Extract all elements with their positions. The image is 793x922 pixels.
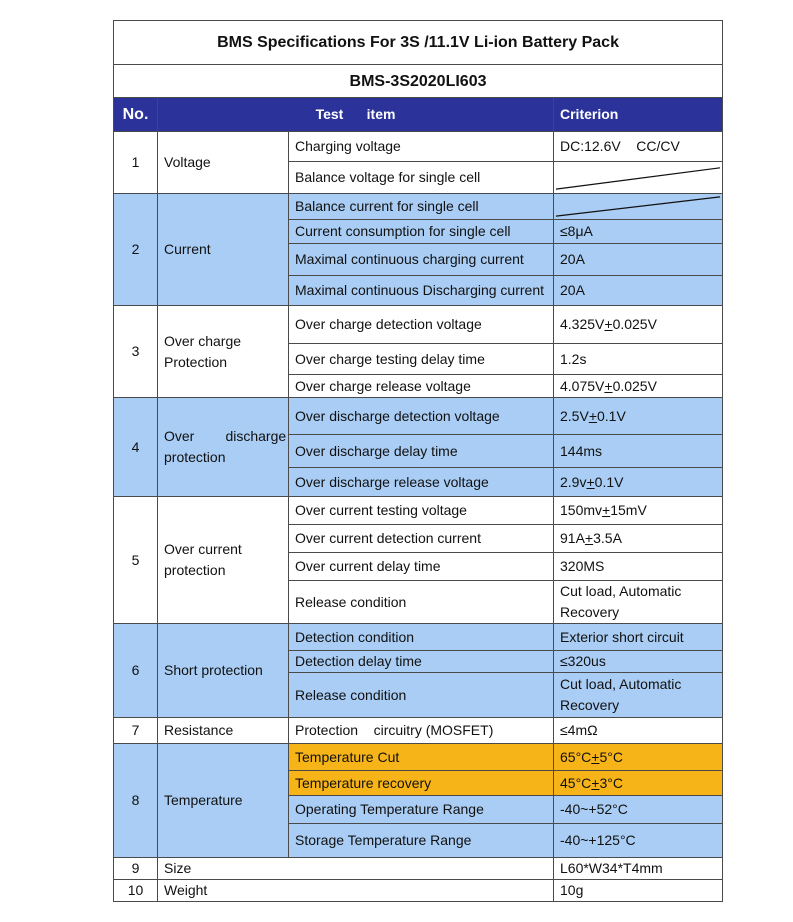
criterion-value: DC:12.6V CC/CV — [554, 132, 723, 162]
criterion-value: 20A — [554, 244, 723, 276]
criterion-value: 10g — [554, 880, 723, 902]
table-row — [114, 744, 723, 771]
row-category: Current — [158, 194, 289, 306]
header-no: No. — [114, 98, 158, 132]
row-category: Weight — [158, 880, 554, 902]
criterion-not-applicable — [554, 162, 723, 194]
criterion-value: 144ms — [554, 435, 723, 468]
table-row — [114, 624, 723, 651]
criterion-value: ≤4mΩ — [554, 718, 723, 744]
test-item: Detection condition — [289, 624, 554, 651]
row-category: Over discharge protection — [158, 398, 289, 497]
row-number: 10 — [114, 880, 158, 902]
row-number: 1 — [114, 132, 158, 194]
table-row — [114, 306, 723, 344]
table-row — [114, 497, 723, 525]
test-item: Current consumption for single cell — [289, 220, 554, 244]
test-item: Charging voltage — [289, 132, 554, 162]
table-row — [114, 132, 723, 162]
test-item: Over charge testing delay time — [289, 344, 554, 375]
test-item: Maximal continuous charging current — [289, 244, 554, 276]
test-item: Over current testing voltage — [289, 497, 554, 525]
row-category: Short protection — [158, 624, 289, 718]
criterion-value: ≤8μA — [554, 220, 723, 244]
row-number: 5 — [114, 497, 158, 624]
criterion-value: 2.5V+0.1V — [554, 398, 723, 435]
criterion-value: 150mv+15mV — [554, 497, 723, 525]
test-item: Over charge detection voltage — [289, 306, 554, 344]
test-item: Over discharge detection voltage — [289, 398, 554, 435]
table-row — [114, 858, 723, 880]
test-item: Balance voltage for single cell — [289, 162, 554, 194]
criterion-value: 2.9v+0.1V — [554, 468, 723, 497]
row-category: Size — [158, 858, 554, 880]
row-number: 4 — [114, 398, 158, 497]
criterion-value: -40~+125°C — [554, 824, 723, 858]
criterion-value: ≤320us — [554, 651, 723, 673]
test-item: Protection circuitry (MOSFET) — [289, 718, 554, 744]
row-number: 2 — [114, 194, 158, 306]
diagonal-slash-icon — [554, 162, 722, 193]
criterion-value: 45°C+3°C — [554, 771, 723, 796]
table-row — [114, 718, 723, 744]
criterion-value: 91A+3.5A — [554, 525, 723, 553]
test-item: Balance current for single cell — [289, 194, 554, 220]
model-number: BMS-3S2020LI603 — [114, 65, 723, 98]
diagonal-slash-icon — [554, 194, 722, 219]
test-item: Storage Temperature Range — [289, 824, 554, 858]
row-number: 6 — [114, 624, 158, 718]
row-category: Over current protection — [158, 497, 289, 624]
test-item: Temperature Cut — [289, 744, 554, 771]
criterion-value: 4.325V+0.025V — [554, 306, 723, 344]
criterion-value: -40~+52°C — [554, 796, 723, 824]
table-row — [114, 398, 723, 435]
criterion-value: 20A — [554, 276, 723, 306]
header-criterion: Criterion — [554, 98, 723, 132]
test-item: Over discharge delay time — [289, 435, 554, 468]
test-item: Temperature recovery — [289, 771, 554, 796]
test-item: Maximal continuous Discharging current — [289, 276, 554, 306]
criterion-value: L60*W34*T4mm — [554, 858, 723, 880]
row-number: 9 — [114, 858, 158, 880]
test-item: Over current detection current — [289, 525, 554, 553]
table-row — [114, 194, 723, 220]
test-item: Over charge release voltage — [289, 375, 554, 398]
test-item: Release condition — [289, 673, 554, 718]
table-title: BMS Specifications For 3S /11.1V Li-ion Battery Pack — [114, 21, 723, 65]
criterion-value: 1.2s — [554, 344, 723, 375]
criterion-value: Cut load, Automatic Recovery — [554, 673, 723, 718]
test-item: Over current delay time — [289, 553, 554, 581]
criterion-not-applicable — [554, 194, 723, 220]
row-category: Voltage — [158, 132, 289, 194]
test-item: Operating Temperature Range — [289, 796, 554, 824]
test-item: Over discharge release voltage — [289, 468, 554, 497]
test-item: Detection delay time — [289, 651, 554, 673]
criterion-value: 320MS — [554, 553, 723, 581]
row-number: 7 — [114, 718, 158, 744]
criterion-value: Exterior short circuit — [554, 624, 723, 651]
row-number: 3 — [114, 306, 158, 398]
bms-spec-table — [113, 20, 723, 902]
row-category: Resistance — [158, 718, 289, 744]
row-category: Over charge Protection — [158, 306, 289, 398]
criterion-value: 4.075V+0.025V — [554, 375, 723, 398]
criterion-value: 65°C+5°C — [554, 744, 723, 771]
table-row — [114, 880, 723, 902]
criterion-value: Cut load, Automatic Recovery — [554, 581, 723, 624]
row-number: 8 — [114, 744, 158, 858]
header-test-item: Test item — [158, 98, 554, 132]
test-item: Release condition — [289, 581, 554, 624]
row-category: Temperature — [158, 744, 289, 858]
